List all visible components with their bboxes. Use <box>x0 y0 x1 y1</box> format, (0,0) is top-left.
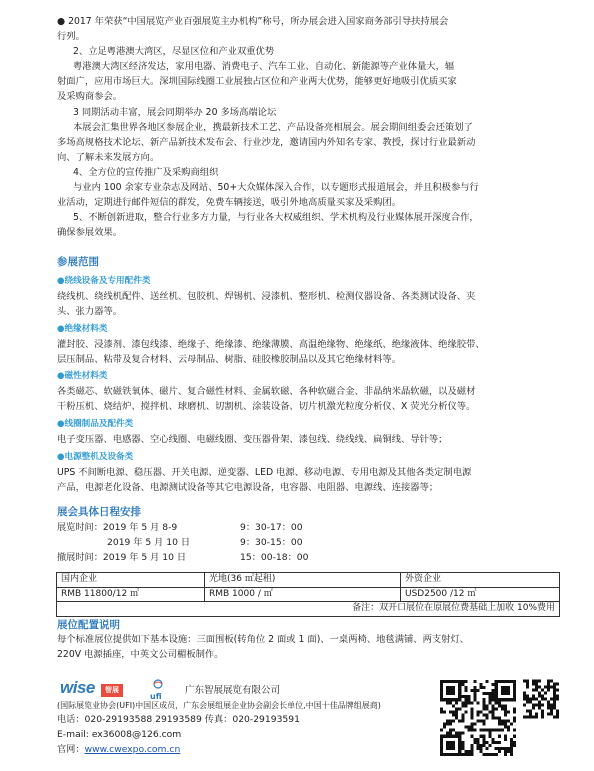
intro-p4-line1: 与业内 100 余家专业杂志及网站、50+大众媒体深入合作，以专题形式报道展会，并且积极参与行 <box>73 182 479 193</box>
fee-table-header-row <box>57 573 560 588</box>
intro-p5-line1: 5、不断创新进取，整合行业多方力量，与行业各大权威组织、学术机构及行业媒体展开深度合作， <box>73 212 479 223</box>
company-description: (国际展览业协会(UFI)中国区成员，广东会展组展企业协会副会长单位,中国十佳品牌组展商) <box>57 701 381 710</box>
intro-heading-3: 3 同期活动丰富，展会同期举办 20 多场高端论坛 <box>73 107 277 118</box>
schedule-row-3-label: 撤展时间：2019 年 5 月 10 日 <box>57 552 187 563</box>
booth-title: 展位配置说明 <box>57 619 120 631</box>
schedule-row-2-label: 2019 年 5 月 10 日 <box>107 537 191 548</box>
booth-line1: 每个标准展位提供如下基本设施：三面围板(转角位 2 面或 1 面)、一桌两椅、地毯满铺、两支射灯、 <box>57 634 470 645</box>
contact-phone: 电话：020-29193588 29193589 传真：020-29193591 <box>57 714 300 725</box>
scope-title: 参展范围 <box>57 256 99 268</box>
intro-heading-4: 4、全方位的宣传推广及采购商组织 <box>73 167 219 178</box>
scope-cat-5-title: ●电源整机及设备类 <box>57 452 134 462</box>
intro-p1-line2: 行列。 <box>57 31 85 42</box>
website-label: 官网： <box>57 744 85 755</box>
fee-value-raw-space: RMB 1000 / ㎡ <box>205 587 401 602</box>
intro-p1-line1: ● 2017 年荣获“中国展览产业百强展览主办机构”称号，所办展会进入国家商务部引导扶持展会 <box>57 16 449 27</box>
intro-p2-line3: 及采购商参会。 <box>57 91 123 102</box>
fee-table-note-row <box>57 602 560 617</box>
scope-cat-4-title: ●线圈制品及配件类 <box>57 419 134 429</box>
scope-cat-1-title: ●绕线设备及专用配件类 <box>57 276 151 286</box>
qr-code-icon <box>440 679 516 757</box>
fee-header-domestic: 国内企业 <box>57 573 205 588</box>
scope-cat-2-title: ●绝缘材料类 <box>57 324 108 334</box>
booth-line2: 220V 电源插座，中英文公司楣板制作。 <box>57 649 224 660</box>
schedule-row-2-time: 9：30-15：00 <box>240 537 303 548</box>
wise-logo: wise <box>60 678 95 697</box>
contact-email: E-mail: ex36008@126.com <box>57 729 182 740</box>
fee-header-raw-space: 光地(36 ㎡起租) <box>205 573 401 588</box>
scope-cat-3-line1: 各类磁芯、软磁铁氧体、磁片、复合磁性材料、金属软磁、各种软磁合金、非晶纳米晶软磁，以及磁材 <box>57 386 476 397</box>
ufi-logo-text: ufi <box>150 692 162 701</box>
fee-header-foreign: 外资企业 <box>401 573 560 588</box>
scope-cat-5-line1: UPS 不间断电源、稳压器、开关电源、逆变器、LED 电源、移动电源、专用电源及其他各类定制电源 <box>57 467 472 478</box>
intro-p3-line1: 本展会汇集世界各地区参展企业，携最新技术工艺、产品设备亮相展会。展会期间组委会还策划了 <box>73 122 473 133</box>
intro-p2-line1: 粤港澳大湾区经济发达，家用电器、消费电子、汽车工业、自动化、新能源等产业体量大，辐 <box>73 61 455 72</box>
scope-cat-1-line1: 绕线机、绕线机配件、送丝机、包胶机、焊锡机、浸漆机、整形机、检测仪器设备、各类测试设备、夹 <box>57 291 476 302</box>
scope-cat-5-line2: 产品，电源老化设备、电源测试设备等其它电源设备，电容器、电阻器、电源线、连接器等； <box>57 482 439 493</box>
fee-table <box>56 572 560 617</box>
intro-p3-line2: 多场高规格技术论坛、新产品新技术发布会、行业沙龙，邀请国内外知名专家、教授，探讨行业最新动 <box>57 137 476 148</box>
scope-cat-3-line2: 干粉压机、烧结炉、搅拌机、球磨机、切割机、涂装设备、切片机激光粒度分析仪、X 荧光分析仪等。 <box>57 401 476 412</box>
scope-cat-1-line2: 头、张力器等。 <box>57 306 123 317</box>
schedule-title: 展会具体日程安排 <box>57 506 141 518</box>
wise-logo-badge: 智展 <box>101 684 123 697</box>
scope-cat-2-line2: 层压制品、粘带及复合材料、云母制品、树脂、硅胶橡胶制品以及其它绝缘材料等。 <box>57 354 401 365</box>
intro-p5-line2: 确保参展效果。 <box>57 227 123 238</box>
website-line <box>57 743 180 758</box>
schedule-row-1-time: 9：30-17：00 <box>240 522 303 533</box>
fee-value-domestic: RMB 11800/12 ㎡ <box>57 587 205 602</box>
small-qr-code-icon <box>523 679 559 719</box>
schedule-row-1-label: 展览时间：2019 年 5 月 8-9 <box>57 522 178 533</box>
intro-p2-line2: 射面广，应用市场巨大。深圳国际线圈工业展独占区位和产业两大优势，能够更好地吸引优质买家 <box>57 76 457 87</box>
schedule-row-3-time: 15：00-18：00 <box>240 552 309 563</box>
scope-cat-3-title: ●磁性材料类 <box>57 371 108 381</box>
company-name: 广东智展展览有限公司 <box>185 685 281 696</box>
website-link[interactable]: www.cwexpo.com.cn <box>84 744 181 755</box>
scope-cat-2-line1: 灌封胶、浸漆剂、漆包线漆、绝缘子、绝缘漆、绝缘薄膜、高温绝缘物、绝缘纸、绝缘液体、绝缘胶带、 <box>57 339 485 350</box>
fee-note: 备注：双开口展位在原展位费基础上加收 10%费用 <box>57 602 560 617</box>
fee-table-value-row <box>57 587 560 602</box>
intro-p4-line2: 业活动，定期进行邮件短信的群发，免费车辆接送，吸引外地高质量买家及采购团。 <box>57 197 401 208</box>
intro-p3-line3: 向、了解未来发展方向。 <box>57 152 160 163</box>
scope-cat-4-line1: 电子变压器、电感器、空心线圈、电磁线圈、变压器骨架、漆包线、绕线线、扁铜线、导针等； <box>57 434 448 445</box>
fee-value-foreign: USD2500 /12 ㎡ <box>401 587 560 602</box>
intro-heading-2: 2、立足粤港澳大湾区，尽显区位和产业双重优势 <box>73 46 275 57</box>
